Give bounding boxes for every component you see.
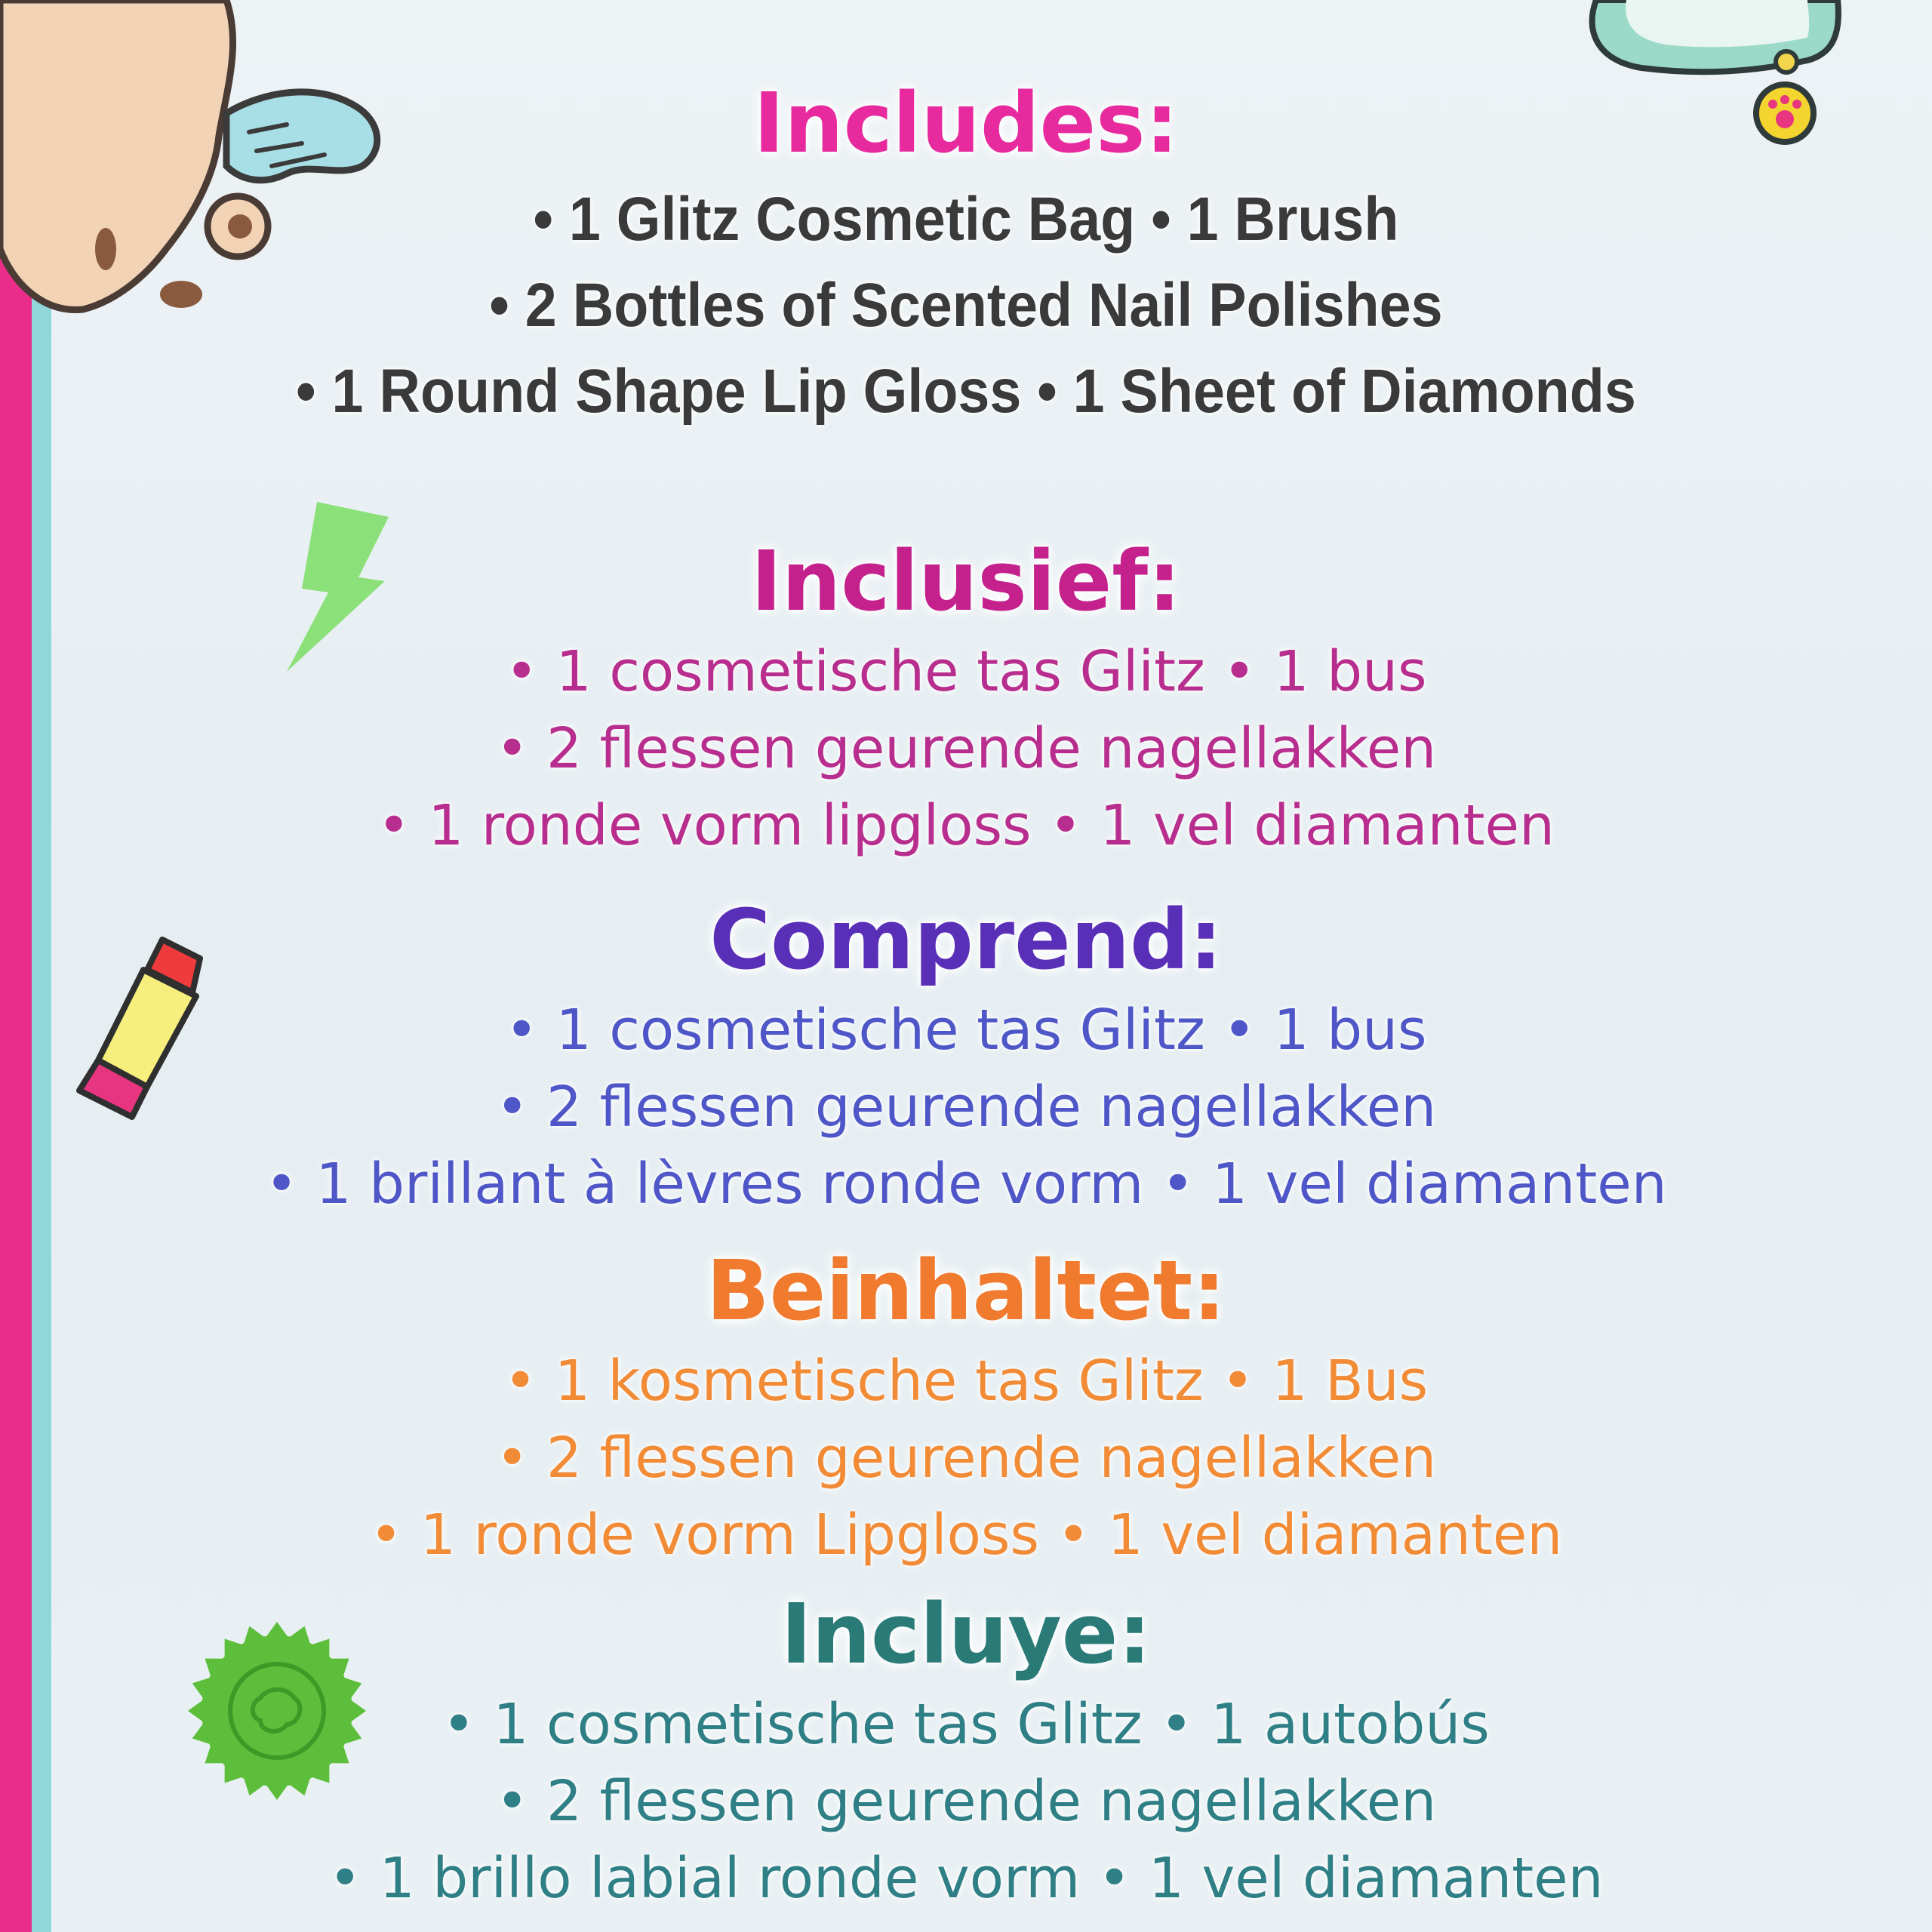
item-line-1: • 1 cosmetische tas Glitz • 1 bus (505, 639, 1427, 704)
heading-inclusief: Inclusief: (750, 533, 1182, 629)
item-line-3: • 1 brillant à lèvres ronde vorm • 1 vel diamanten (265, 1152, 1667, 1217)
item-line-1: • 1 Glitz Cosmetic Bag • 1 Brush (533, 185, 1399, 254)
item-line-3: • 1 ronde vorm Lipgloss • 1 vel diamanten (369, 1503, 1563, 1567)
item-line-3: • 1 ronde vorm lipgloss • 1 vel diamanten (377, 793, 1555, 858)
section-english (0, 75, 1932, 426)
item-line-2: • 2 flessen geurende nagellakken (495, 716, 1437, 781)
heading-comprend: Comprend: (709, 891, 1223, 988)
section-french (0, 891, 1932, 1217)
item-line-1: • 1 cosmetische tas Glitz • 1 bus (505, 998, 1427, 1063)
section-german (0, 1242, 1932, 1567)
item-line-3: • 1 Round Shape Lip Gloss • 1 Sheet of Diamonds (296, 357, 1636, 426)
item-line-1: • 1 cosmetische tas Glitz • 1 autobús (442, 1692, 1490, 1757)
section-dutch (0, 533, 1932, 858)
section-spanish (0, 1586, 1932, 1911)
item-line-2: • 2 flessen geurende nagellakken (495, 1769, 1437, 1834)
item-line-2: • 2 flessen geurende nagellakken (495, 1426, 1437, 1491)
heading-includes: Includes: (753, 75, 1179, 171)
heading-incluye: Incluye: (780, 1586, 1152, 1682)
item-line-2: • 2 flessen geurende nagellakken (495, 1075, 1437, 1140)
heading-beinhaltet: Beinhaltet: (706, 1242, 1226, 1339)
item-line-2: • 2 Bottles of Scented Nail Polishes (489, 271, 1443, 340)
item-line-1: • 1 kosmetische tas Glitz • 1 Bus (503, 1349, 1429, 1414)
item-line-3: • 1 brillo labial ronde vorm • 1 vel diamanten (328, 1846, 1604, 1911)
